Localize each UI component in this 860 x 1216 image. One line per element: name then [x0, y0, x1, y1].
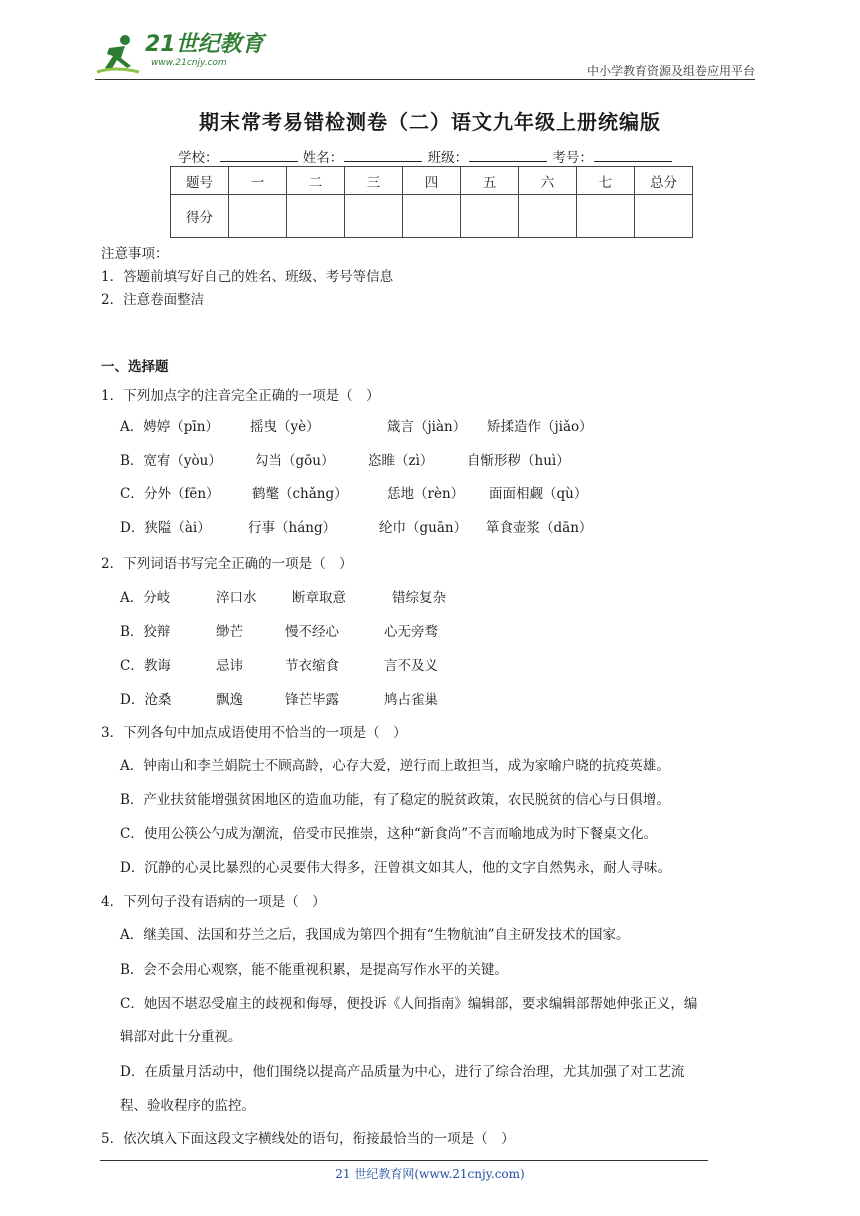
question-1-option-b[interactable] — [120, 449, 570, 469]
notes-item: 2．注意卷面整洁 — [101, 292, 205, 308]
page-title: 期末常考易错检测卷（二）语文九年级上册统编版 — [199, 110, 661, 134]
option-term: 缈芒 — [216, 624, 243, 640]
question-2-option-a[interactable] — [120, 586, 446, 606]
score-cell[interactable] — [635, 195, 693, 238]
score-cell[interactable] — [577, 195, 635, 238]
question-1-option-a[interactable] — [120, 415, 593, 435]
section-heading: 一、选择题 — [101, 359, 169, 375]
class-label: 班级： — [427, 150, 469, 166]
score-cell[interactable] — [287, 195, 345, 238]
footer-text[interactable]: 21 世纪教育网(www.21cnjy.com) — [335, 1167, 525, 1181]
score-col-3: 三 — [345, 167, 403, 195]
question-1-option-c[interactable] — [120, 482, 587, 502]
runner-logo-icon — [95, 32, 141, 78]
option-term: 矫揉造作（jiǎo） — [487, 419, 593, 435]
option-term: A．娉婷（pīn） — [120, 419, 219, 435]
logo-text: 21世纪教育 — [145, 32, 264, 57]
option-term: B．狡辩 — [120, 624, 171, 640]
school-blank[interactable] — [220, 148, 298, 162]
score-col-total: 总分 — [635, 167, 693, 195]
notes — [101, 243, 393, 312]
exam-no-blank[interactable] — [594, 148, 672, 162]
question-2-option-b[interactable] — [120, 620, 438, 640]
question-4-option-c-line1[interactable]: C．她因不堪忍受雇主的歧视和侮辱，便投诉《人间指南》编辑部，要求编辑部帮她伸张正义，编 — [120, 996, 698, 1012]
page-header — [95, 30, 755, 82]
option-term: 箪食壶浆（dān） — [486, 520, 593, 536]
question-1-option-d[interactable] — [120, 516, 592, 536]
question-4-option-c-line2[interactable]: 辑部对此十分重视。 — [120, 1029, 242, 1045]
school-label: 学校： — [178, 150, 219, 166]
option-term: 恣睢（zì） — [368, 453, 434, 469]
option-term: 忌讳 — [216, 658, 243, 674]
question-3-stem: 3．下列各句中加点成语使用不恰当的一项是（ ） — [101, 725, 407, 741]
notes-title: 注意事项： — [101, 246, 169, 262]
option-term: 慢不经心 — [285, 624, 339, 640]
option-term: B．宽宥（yòu） — [120, 453, 222, 469]
option-term: 飘逸 — [216, 692, 243, 708]
option-term: 鸠占雀巢 — [384, 692, 438, 708]
score-col-7: 七 — [577, 167, 635, 195]
exam-no-label: 考号： — [552, 150, 593, 166]
option-term: 勾当（gōu） — [255, 453, 335, 469]
question-3-option-b[interactable]: B．产业扶贫能增强贫困地区的造血功能，有了稳定的脱贫政策，农民脱贫的信心与日俱增。 — [120, 792, 670, 808]
notes-item: 1．答题前填写好自己的姓名、班级、考号等信息 — [101, 269, 394, 285]
option-term: 自惭形秽（huì） — [467, 453, 570, 469]
score-table-score-row — [171, 195, 693, 238]
option-term: 鹤氅（chǎng） — [252, 486, 348, 502]
score-cell[interactable] — [461, 195, 519, 238]
option-term: D．沧桑 — [120, 692, 172, 708]
header-divider — [95, 79, 755, 80]
option-term: 节衣缩食 — [285, 658, 339, 674]
option-term: A．分岐 — [120, 590, 171, 606]
question-2-option-d[interactable] — [120, 688, 438, 708]
option-term: 淬口水 — [216, 590, 257, 606]
option-term: D．狭隘（ài） — [120, 520, 211, 536]
question-3-option-d[interactable]: D．沉静的心灵比暴烈的心灵要伟大得多，汪曾祺文如其人，他的文字自然隽永，耐人寻味。 — [120, 860, 671, 876]
student-info-line — [178, 146, 673, 166]
score-table — [170, 166, 693, 238]
score-cell[interactable] — [229, 195, 287, 238]
score-cell[interactable] — [519, 195, 577, 238]
score-row-label: 得分 — [171, 195, 229, 238]
question-4-option-d-line2[interactable]: 程、验收程序的监控。 — [120, 1098, 255, 1114]
option-term: 错综复杂 — [392, 590, 446, 606]
logo-url: www.21cnjy.com — [151, 58, 227, 68]
question-4-option-d-line1[interactable]: D．在质量月活动中，他们围绕以提高产品质量为中心，进行了综合治理，尤其加强了对工艺流 — [120, 1064, 685, 1080]
option-term: 摇曳（yè） — [250, 419, 320, 435]
option-term: 心无旁骛 — [384, 624, 438, 640]
score-col-4: 四 — [403, 167, 461, 195]
score-col-1: 一 — [229, 167, 287, 195]
option-term: C．分外（fēn） — [120, 486, 220, 502]
option-term: 言不及义 — [384, 658, 438, 674]
score-cell[interactable] — [403, 195, 461, 238]
score-cell[interactable] — [345, 195, 403, 238]
logo — [95, 32, 264, 78]
question-1-stem: 1．下列加点字的注音完全正确的一项是（ ） — [101, 388, 380, 404]
question-3-option-a[interactable]: A．钟南山和李兰娟院士不顾高龄，心存大爱，逆行而上敢担当，成为家喻户晓的抗疫英雄。 — [120, 758, 670, 774]
option-term: C．教诲 — [120, 658, 171, 674]
class-blank[interactable] — [469, 148, 547, 162]
question-5-stem: 5．依次填入下面这段文字横线处的语句，衔接最恰当的一项是（ ） — [101, 1131, 515, 1147]
score-col-6: 六 — [519, 167, 577, 195]
question-2-stem: 2．下列词语书写完全正确的一项是（ ） — [101, 556, 353, 572]
score-col-5: 五 — [461, 167, 519, 195]
name-blank[interactable] — [344, 148, 422, 162]
question-4-option-b[interactable]: B．会不会用心观察，能不能重视积累，是提高写作水平的关键。 — [120, 962, 508, 978]
score-col-2: 二 — [287, 167, 345, 195]
question-2-option-c[interactable] — [120, 654, 438, 674]
option-term: 纶巾（guān） — [379, 520, 468, 536]
score-table-header-label: 题号 — [171, 167, 229, 195]
option-term: 锋芒毕露 — [285, 692, 339, 708]
question-4-stem: 4．下列句子没有语病的一项是（ ） — [101, 894, 326, 910]
question-3-option-c[interactable]: C．使用公筷公勺成为潮流，倍受市民推崇，这种“新食尚”不言而喻地成为时下餐桌文化。 — [120, 826, 658, 842]
platform-name: 中小学教育资源及组卷应用平台 — [586, 64, 755, 78]
option-term: 断章取意 — [292, 590, 346, 606]
option-term: 箴言（jiàn） — [387, 419, 467, 435]
question-4-option-a[interactable]: A．继美国、法国和芬兰之后，我国成为第四个拥有“生物航油”自主研发技术的国家。 — [120, 927, 630, 943]
footer-divider — [100, 1160, 708, 1161]
score-table-header-row — [171, 167, 693, 195]
option-term: 面面相觑（qù） — [489, 486, 588, 502]
name-label: 姓名： — [302, 150, 344, 166]
option-term: 恁地（rèn） — [387, 486, 465, 502]
option-term: 行事（háng） — [248, 520, 337, 536]
